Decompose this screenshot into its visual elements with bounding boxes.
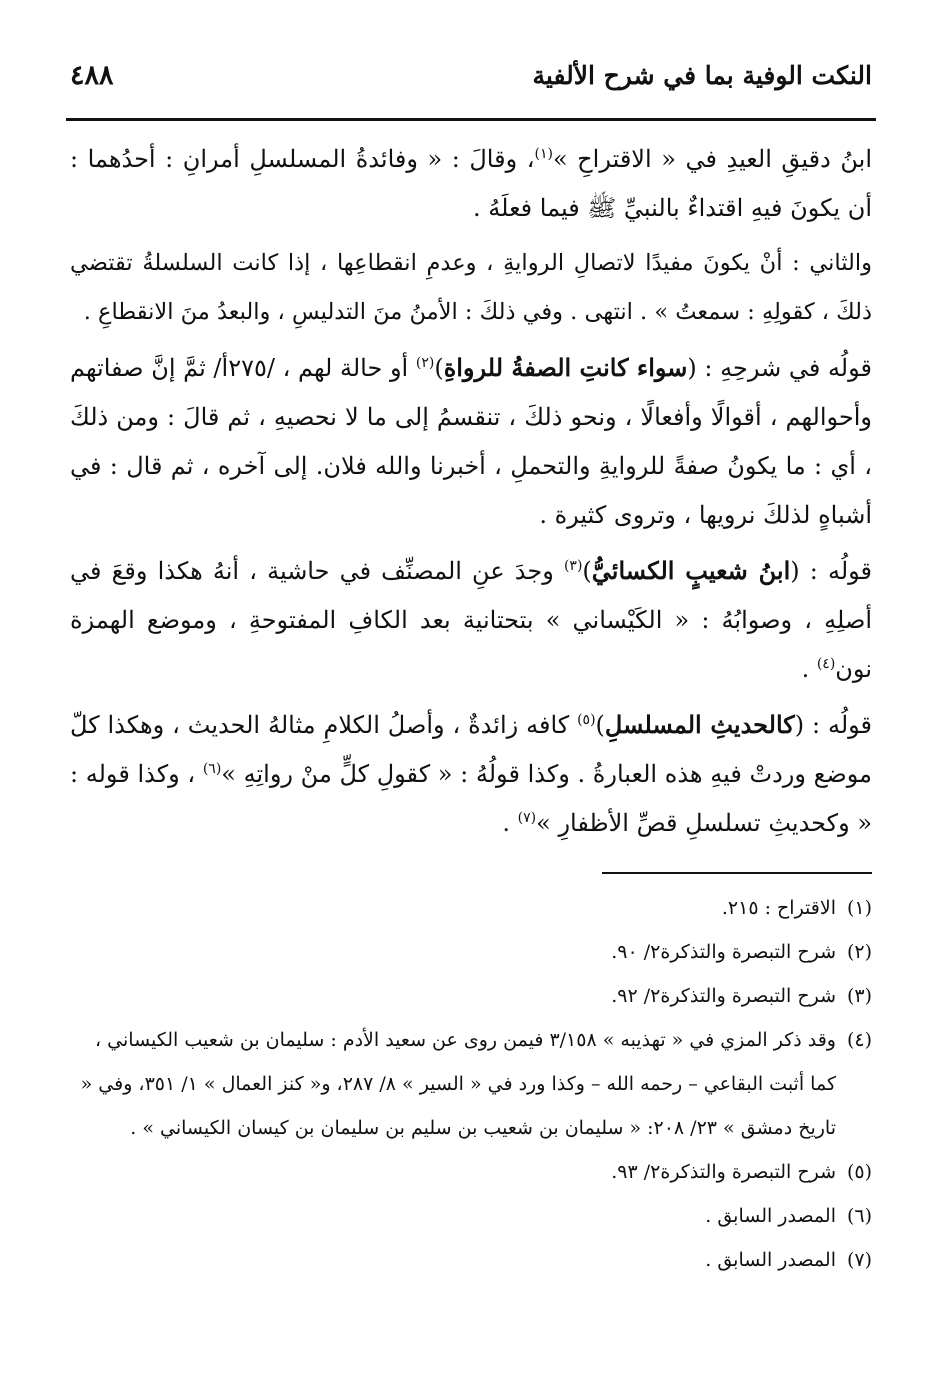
footnote-ref-5[interactable]: (٥) (577, 712, 596, 728)
text-segment: ، وكذا قوله : « وكحديثِ تسلسلِ قصِّ الأظفارِ » (70, 760, 872, 837)
footnote-number: (٥) (846, 1161, 872, 1183)
footnote-number: (٢) (846, 941, 872, 963)
main-text (70, 135, 872, 848)
paragraph-3 (70, 343, 872, 540)
footnote-1 (70, 886, 872, 930)
footnote-number: (٧) (846, 1249, 872, 1271)
header-rule (66, 118, 876, 121)
footnote-text: المصدر السابق . (705, 1249, 836, 1271)
text-segment: أو حالة لهم ، /٢٧٥أ/ ثمَّ إنَّ صفاتهم وأحوالهم ، أقوالًا وأفعالًا ، ونحو ذلكَ ، تنقسمُ إلى ما لا نحصيهِ ، ثم قالَ : ومن ذلكَ ، أي : ما يكونُ صفةً للروايةِ والتحملِ ، أخبرنا والله فلان. إلى آخره ، ثم قال : في أشباهٍ لذلكَ نرويها ، وتروى كثيرة . (70, 354, 873, 529)
footnote-ref-1[interactable]: (١) (534, 146, 553, 162)
page-number: ٤٨٨ (70, 60, 114, 91)
footnotes (70, 886, 872, 1282)
footnote-4 (70, 1018, 872, 1150)
footnote-text: المصدر السابق . (705, 1205, 836, 1227)
footnote-2 (70, 930, 872, 974)
text-segment: قولُه في شرحِهِ : ( (687, 354, 872, 382)
footnote-text: شرح التبصرة والتذكرة٢/ ٩٣. (611, 1161, 836, 1183)
paragraph-5 (70, 700, 872, 848)
footnote-5 (70, 1150, 872, 1194)
quoted-term: سواء كانتِ الصفةُ للرواةِ (443, 353, 688, 382)
footnote-number: (٤) (846, 1029, 872, 1051)
footnote-ref-3[interactable]: (٣) (563, 558, 583, 574)
footnote-ref-6[interactable]: (٦) (202, 761, 222, 777)
footnote-separator (602, 872, 872, 874)
paragraph-1 (70, 135, 872, 233)
paragraph-4 (70, 546, 872, 694)
footnote-ref-7[interactable]: (٧) (517, 810, 537, 826)
footnote-6 (70, 1194, 872, 1238)
footnote-text: شرح التبصرة والتذكرة٢/ ٩٠. (611, 941, 836, 963)
footnote-ref-2[interactable]: (٢) (415, 355, 435, 371)
footnote-7 (70, 1238, 872, 1282)
footnote-text: الاقتراح : ٢١٥. (721, 897, 836, 919)
text-segment: وجدَ عنِ المصنِّف في حاشية ، أنهُ هكذا وقعَ في أصلِهِ ، وصوابُهُ : « الكَيْساني » بتحتانية بعد الكافِ المفتوحةِ ، وموضع الهمزة نون (70, 557, 872, 683)
page-header (70, 60, 872, 118)
footnote-3 (70, 974, 872, 1018)
footnote-ref-4[interactable]: (٤) (816, 656, 836, 672)
footnote-number: (١) (846, 897, 872, 919)
footnote-text: شرح التبصرة والتذكرة٢/ ٩٢. (611, 985, 836, 1007)
text-segment: . (502, 809, 518, 837)
running-title: النكت الوفية بما في شرح الألفية (532, 61, 872, 90)
text-segment: قولُه : ( (794, 711, 873, 739)
text-segment: قولُه : ( (790, 557, 873, 585)
text-segment: ابنُ دقيقِ العيدِ في « الاقتراحِ » (552, 145, 873, 173)
footnote-number: (٣) (846, 985, 872, 1007)
text-segment: ، وقالَ : « وفائدةُ المسلسلِ أمرانِ : أحدُهما : أن يكونَ فيهِ اقتداءٌ بالنبيِّ ﷺ فيما فعلَهُ . (70, 145, 872, 222)
paragraph-2: والثاني : أنْ يكونَ مفيدًا لاتصالِ الروايةِ ، وعدمِ انقطاعِها ، إذا كانت السلسلةُ تقتضي ذلكَ ، كقولِهِ : سمعتُ » . انتهى . وفي ذلكَ : الأمنُ منَ التدليسِ ، والبعدُ منَ الانقطاعِ . (70, 250, 872, 325)
text-segment: ) (434, 354, 444, 382)
text-segment: كافه زائدةٌ ، وأصلُ الكلامِ مثالهُ الحديث ، وهكذا كلّ موضع وردتْ فيهِ هذه العبارةُ . وكذا قولُهُ : « كقولِ كلٍّ منْ رواتِهِ » (70, 711, 873, 788)
text-segment: ) (595, 711, 605, 739)
quoted-term: كالحديثِ المسلسلِ (604, 710, 795, 739)
footnote-number: (٦) (846, 1205, 872, 1227)
footnote-text: وقد ذكر المزي في « تهذيبه » ٣/١٥٨ فيمن روى عن سعيد الأدم : سليمان بن شعيب الكيساني ، كما أثبت البقاعي – رحمه الله – وكذا ورد في « السير » ٨/ ٢٨٧، و« كنز العمال » ١/ ٣٥١، وفي « تاريخ دمشق » ٢٣/ ٢٠٨: « سليمان بن شعيب بن سليم بن سليمان بن كيسان الكيساني » . (80, 1029, 836, 1139)
text-segment: . (801, 655, 817, 683)
text-segment: ) (582, 557, 592, 585)
quoted-term: ابنُ شعيبٍ الكسائيُّ (591, 556, 791, 585)
